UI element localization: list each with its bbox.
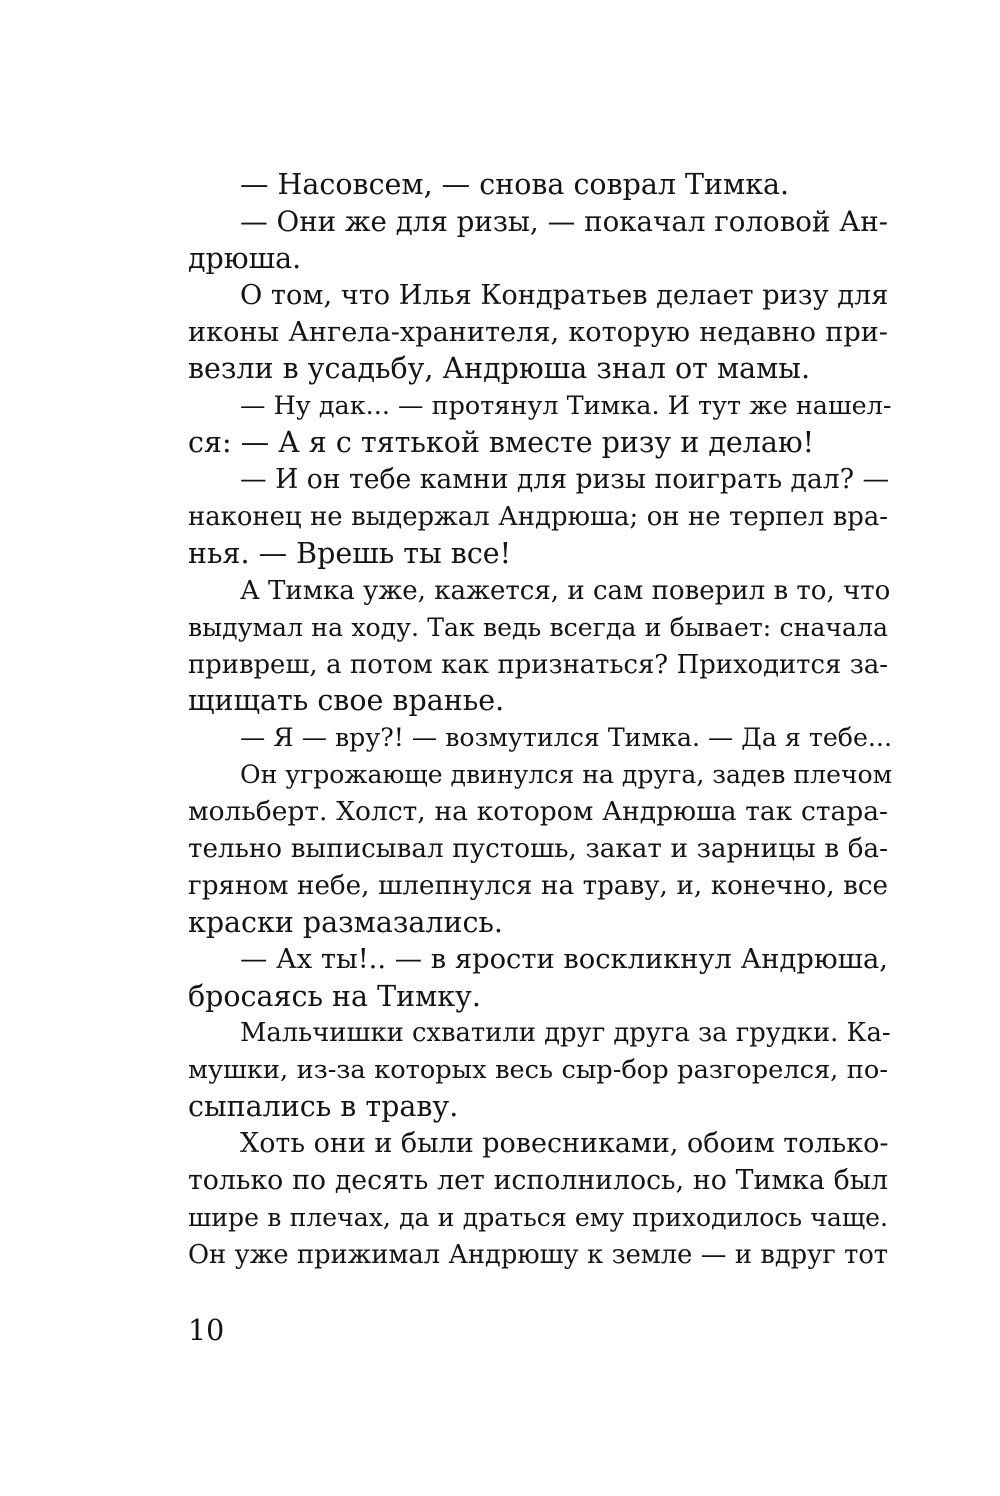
text-line: иконы Ангела-хранителя, которую недавно при-	[188, 316, 888, 348]
text-line: только по десять лет исполнилось, но Тимка был	[188, 1165, 888, 1197]
text-line: О том, что Илья Кондратьев делает ризу для	[240, 279, 889, 311]
text-line: — Ах ты!.. — в ярости воскликнул Андрюша,	[240, 943, 888, 975]
text-line: выдумал на ходу. Так ведь всегда и бывает: сначала	[188, 612, 888, 642]
text-line: везли в усадьбу, Андрюша знал от мамы.	[188, 352, 811, 386]
text-line: мольберт. Холст, на котором Андрюша так стара-	[188, 796, 888, 828]
text-line: сыпались в траву.	[188, 1090, 459, 1124]
text-line: — Ну дак... — протянул Тимка. И тут же нашел-	[240, 391, 892, 422]
text-line: А Тимка уже, кажется, и сам поверил в то, что	[240, 575, 891, 606]
text-line: бросаясь на Тимку.	[188, 979, 481, 1013]
text-line: — Я — вру?! — возмутился Тимка. — Да я тебе...	[240, 723, 892, 753]
text-line: Мальчишки схватили друг друга за грудки. Ка-	[240, 1018, 891, 1049]
text-line: тельно выписывал пустошь, закат и зарницы в ба-	[188, 834, 888, 865]
text-line: привреш, а потом как признаться? Приходится за-	[188, 649, 888, 680]
text-line: мушки, из-за которых весь сыр-бор разгорелся, по-	[188, 1055, 888, 1086]
text-line: Хоть они и были ровесниками, обоим только-	[240, 1128, 889, 1160]
text-line: — И он тебе камни для ризы поиграть дал? —	[240, 464, 890, 496]
page-number: 10	[188, 1314, 225, 1347]
body-text	[188, 167, 893, 1274]
text-line: гряном небе, шлепнулся на траву, и, конечно, все	[188, 870, 888, 901]
text-line: ся: — А я с тятькой вместе ризу и делаю!	[188, 426, 815, 460]
text-line: дрюша.	[188, 241, 302, 275]
text-line: наконец не выдержал Андрюша; он не терпел вра-	[188, 502, 888, 533]
text-line: нья. — Врешь ты все!	[188, 536, 512, 570]
text-line: — Насовсем, — снова соврал Тимка.	[240, 168, 790, 201]
text-line: Он угрожающе двинулся на друга, задев плечом	[240, 760, 893, 790]
text-line: Он уже прижимал Андрюшу к земле — и вдруг тот	[188, 1239, 888, 1270]
text-line: щищать свое вранье.	[188, 684, 505, 718]
text-line: краски размазались.	[188, 905, 503, 939]
text-line: шире в плечах, да и драться ему приходилось чаще.	[188, 1202, 888, 1232]
text-line: — Они же для ризы, — покачал головой Ан-	[240, 204, 888, 238]
